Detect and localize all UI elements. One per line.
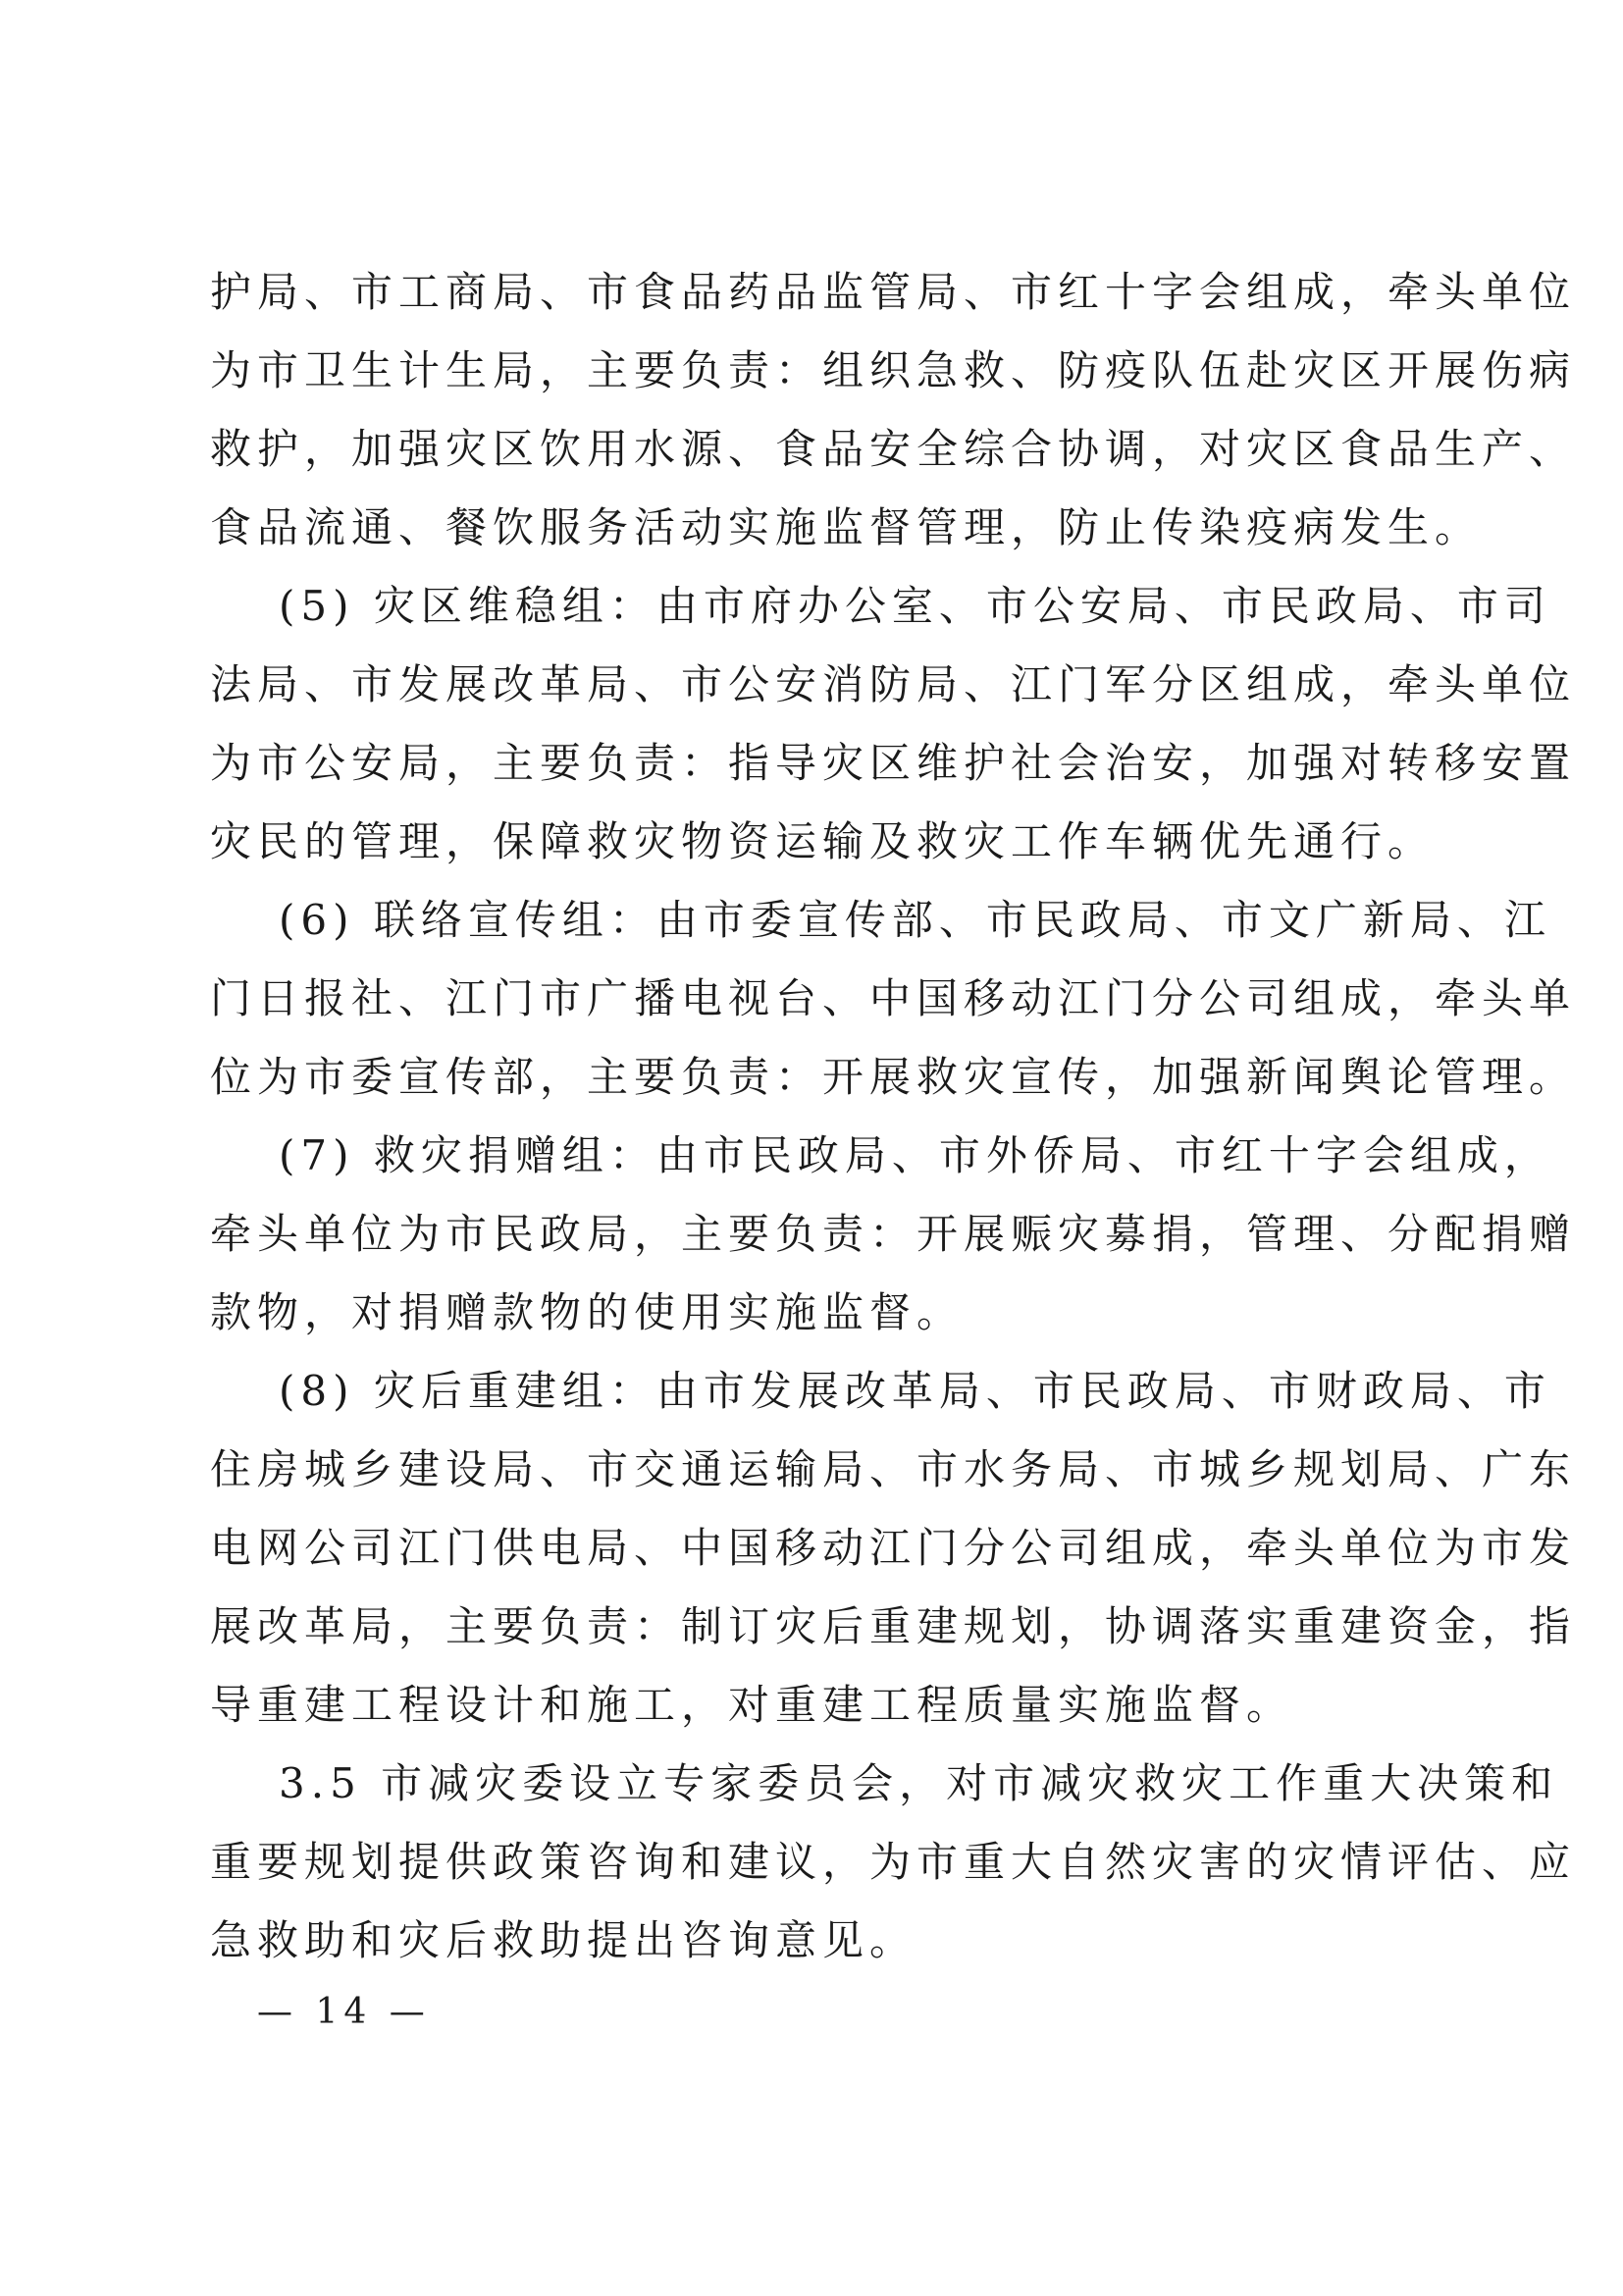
- body-line: 法局、市发展改革局、市公安消防局、江门军分区组成，牵头单位: [210, 660, 1577, 708]
- section-3-5-first-line: 3.5 市减灾委设立专家委员会，对市减灾救灾工作重大决策和: [279, 1759, 1559, 1807]
- body-line: 重要规划提供政策咨询和建议，为市重大自然灾害的灾情评估、应: [210, 1838, 1577, 1886]
- body-line: 救护，加强灾区饮用水源、食品安全综合协调，对灾区食品生产、: [210, 425, 1577, 473]
- body-line: 电网公司江门供电局、中国移动江门分公司组成，牵头单位为市发: [210, 1524, 1577, 1572]
- body-line: 灾民的管理，保障救灾物资运输及救灾工作车辆优先通行。: [210, 817, 1436, 865]
- body-line: 为市公安局，主要负责：指导灾区维护社会治安，加强对转移安置: [210, 739, 1577, 787]
- body-line: 护局、市工商局、市食品药品监管局、市红十字会组成，牵头单位: [210, 268, 1577, 316]
- body-line: 为市卫生计生局，主要负责：组织急救、防疫队伍赴灾区开展伤病: [210, 346, 1577, 394]
- body-line: 门日报社、江门市广播电视台、中国移动江门分公司组成，牵头单: [210, 974, 1577, 1022]
- body-line: 住房城乡建设局、市交通运输局、市水务局、市城乡规划局、广东: [210, 1445, 1577, 1493]
- body-line: 导重建工程设计和施工，对重建工程质量实施监督。: [210, 1681, 1294, 1729]
- paragraph-7-first-line: (7) 救灾捐赠组：由市民政局、市外侨局、市红十字会组成，: [279, 1131, 1551, 1179]
- body-line: 位为市委宣传部，主要负责：开展救灾宣传，加强新闻舆论管理。: [210, 1053, 1577, 1101]
- body-line: 款物，对捐赠款物的使用实施监督。: [210, 1288, 965, 1336]
- body-line: 牵头单位为市民政局，主要负责：开展赈灾募捐，管理、分配捐赠: [210, 1210, 1577, 1258]
- body-line: 展改革局，主要负责：制订灾后重建规划，协调落实重建资金，指: [210, 1602, 1577, 1650]
- paragraph-8-first-line: (8) 灾后重建组：由市发展改革局、市民政局、市财政局、市: [279, 1367, 1551, 1415]
- paragraph-6-first-line: (6) 联络宣传组：由市委宣传部、市民政局、市文广新局、江: [279, 896, 1551, 944]
- document-body: [210, 253, 1577, 1980]
- body-line: 食品流通、餐饮服务活动实施监督管理，防止传染疫病发生。: [210, 503, 1483, 551]
- paragraph-5-first-line: (5) 灾区维稳组：由市府办公室、市公安局、市民政局、市司: [279, 582, 1551, 630]
- page-number: — 14 —: [257, 1992, 431, 2032]
- body-line: 急救助和灾后救助提出咨询意见。: [210, 1916, 917, 1964]
